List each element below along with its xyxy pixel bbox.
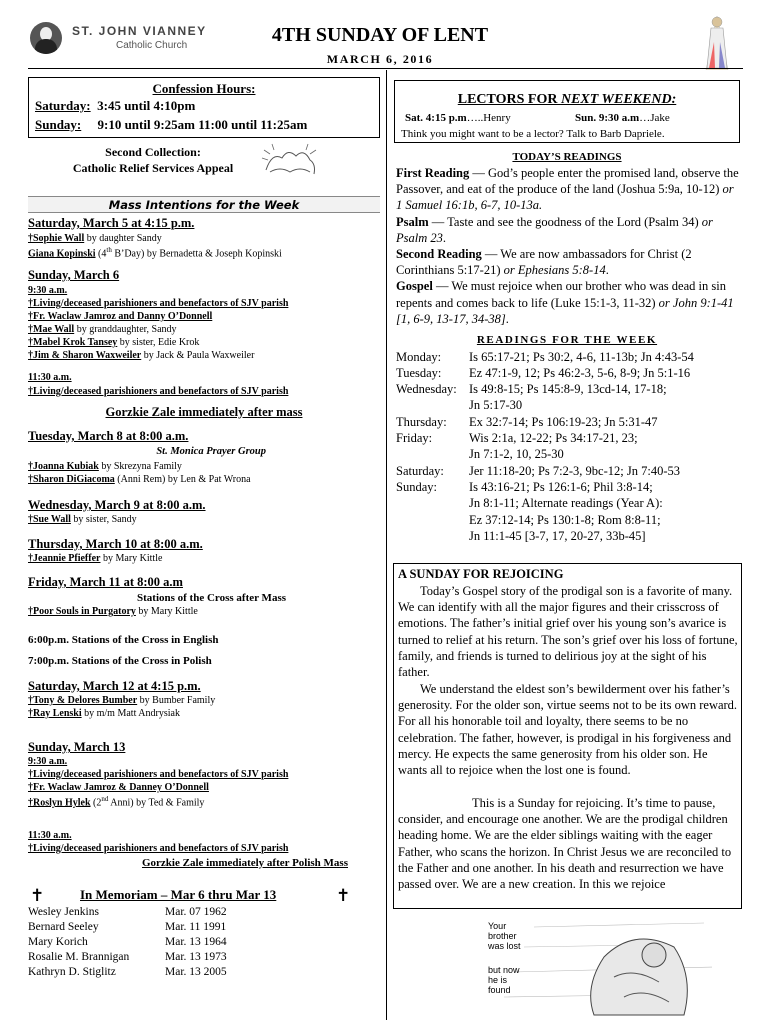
rejoicing-box (393, 563, 742, 909)
svg-text:found: found (488, 985, 511, 995)
divine-mercy-icon (697, 12, 737, 70)
mass-time: 9:30 a.m. (28, 285, 68, 296)
week-reading-row: Thursday: Ex 32:7-14; Ps 106:19-23; Jn 5:31-47 (396, 415, 658, 429)
intention-entry: †Sophie Wall by daughter Sandy (28, 233, 162, 244)
intention-entry: †Living/deceased parishioners and benefactors of SJV parish (28, 298, 289, 309)
memoriam-row: Rosalie M. Brannigan Mar. 13 1973 (28, 951, 227, 963)
intention-entry: Giana Kopinski (4th B’Day) by Bernadetta & Joseph Kopinski (28, 246, 282, 260)
week-reading-row: Wednesday: Is 49:8-15; Ps 145:8-9, 13cd-14, 17-18; (396, 382, 667, 396)
intention-entry: †Tony & Delores Bumber by Bumber Family (28, 695, 216, 706)
intention-entry: †Living/deceased parishioners and benefactors of SJV parish (28, 843, 289, 854)
intention-entry: †Living/deceased parishioners and benefactors of SJV parish (28, 769, 289, 780)
intention-entry: †Fr. Waclaw Jamroz and Danny O’Donnell (28, 311, 213, 322)
week-reading-cont: Jn 7:1-2, 10, 25-30 (469, 447, 564, 461)
rejoicing-heading: A SUNDAY FOR REJOICING (398, 567, 564, 581)
lector-sunday: Sun. 9:30 a.m…Jake (575, 112, 670, 124)
intention-entry: †Jim & Sharon Waxweiler by Jack & Paula Waxweiler (28, 350, 255, 361)
confession-box (28, 77, 380, 138)
first-reading: First Reading — God’s people enter the promised land, observe the Passover, and eat of the produce of the land (Joshua 5:9a, 10-12) or 1 Samuel 16:1b, 6-7, 10-13a. (396, 166, 739, 213)
org-subtitle: Catholic Church (116, 40, 188, 51)
lector-invite: Think you might want to be a lector? Talk to Barb Dapriele. (401, 128, 665, 140)
intention-day-heading: Sunday, March 6 (28, 268, 120, 282)
stations-note: Stations of the Cross after Mass (137, 592, 286, 604)
memoriam-row: Wesley Jenkins Mar. 07 1962 (28, 906, 227, 918)
svg-text:Your: Your (488, 921, 507, 931)
week-reading-row: Tuesday: Ez 47:1-9, 12; Ps 46:2-3, 5-6, 8-9; Jn 5:1-16 (396, 366, 691, 380)
stations-english: 6:00p.m. Stations of the Cross in English (28, 634, 219, 646)
mass-intentions-heading: Mass Intentions for the Week (28, 196, 380, 213)
header-divider (28, 68, 743, 69)
memoriam-heading: ✝ In Memoriam – Mar 6 thru Mar 13 ✝ (30, 886, 351, 906)
intention-day-heading: Friday, March 11 at 8:00 a.m (28, 575, 183, 589)
intention-entry: †Fr. Waclaw Jamroz & Danney O’Donnell (28, 782, 209, 793)
cross-icon: ✝ (336, 886, 351, 906)
gorzkie-zale-note: Gorzkie Zale immediately after mass (105, 405, 303, 419)
todays-readings (396, 165, 740, 327)
lectors-heading: LECTORS FOR NEXT WEEKEND: (457, 92, 677, 107)
week-reading-row: Monday: Is 65:17-21; Ps 30:2, 4-6, 11-13b; Jn 4:43-54 (396, 350, 694, 364)
org-name: ST. JOHN VIANNEY (72, 24, 207, 38)
prodigal-son-illustration (484, 917, 712, 1017)
page-title: 4TH SUNDAY OF LENT (271, 24, 489, 46)
week-reading-row: Friday: Wis 2:1a, 12-22; Ps 34:17-21, 23; (396, 431, 638, 445)
svg-text:he is: he is (488, 975, 508, 985)
lector-saturday: Sat. 4:15 p.m…..Henry (405, 112, 511, 124)
memoriam-row: Kathryn D. Stiglitz Mar. 13 2005 (28, 966, 227, 978)
confession-sunday: Sunday: 9:10 until 9:25am 11:00 until 11:25am (35, 117, 308, 132)
intention-entry: †Mae Wall by granddaughter, Sandy (28, 324, 177, 335)
lectors-box (394, 80, 740, 143)
stations-polish: 7:00p.m. Stations of the Cross in Polish (28, 655, 212, 667)
intention-day-heading: Sunday, March 13 (28, 740, 126, 754)
intention-entry: †Ray Lenski by m/m Matt Andrysiak (28, 708, 180, 719)
intention-day-heading: Saturday, March 5 at 4:15 p.m. (28, 216, 195, 230)
intention-day-heading: Thursday, March 10 at 8:00 a.m. (28, 537, 203, 551)
parish-logo (30, 20, 260, 60)
week-reading-cont: Jn 8:1-11; Alternate readings (Year A): (469, 496, 663, 510)
cross-icon: ✝ (30, 886, 45, 906)
gospel-reading: Gospel — We must rejoice when our brother who was dead in sin repents and comes back to life (Luke 15:1-3, 11-32) or John 9:1-41 [1, 6-9, 13-17, 34-38]. (396, 279, 734, 326)
intention-entry: †Living/deceased parishioners and benefactors of SJV parish (28, 386, 289, 397)
intention-day-heading: Wednesday, March 9 at 8:00 a.m. (28, 498, 206, 512)
gorzkie-zale-polish-note: Gorzkie Zale immediately after Polish Mass (141, 857, 348, 869)
rejoicing-paragraph: Today’s Gospel story of the prodigal son is a favorite of many. We can identify with all the major figures and their crisscross of emotions. The father’s initial grief over his young son’s avarice is turned to relief at his return. The son’s grief over his loss of fortune, family, and friends is turned to delirious joy at the sight of his father. (398, 584, 738, 680)
todays-readings-heading: TODAY’S READINGS (512, 151, 622, 163)
intention-day-heading: Saturday, March 12 at 4:15 p.m. (28, 679, 201, 693)
memoriam-row: Mary Korich Mar. 13 1964 (28, 936, 227, 948)
confession-saturday: Saturday: 3:45 until 4:10pm (35, 98, 196, 113)
svg-text:but now: but now (488, 965, 520, 975)
intention-entry: †Sue Wall by sister, Sandy (28, 514, 137, 525)
intention-day-heading: Tuesday, March 8 at 8:00 a.m. (28, 429, 189, 443)
week-reading-row: Sunday: Is 43:16-21; Ps 126:1-6; Phil 3:8-14; (396, 480, 653, 494)
column-divider (386, 70, 387, 1020)
intention-entry: †Jeannie Pfieffer by Mary Kittle (28, 553, 163, 564)
prayer-group-label: St. Monica Prayer Group (156, 446, 266, 457)
psalm-reading: Psalm — Taste and see the goodness of the Lord (Psalm 34) or Psalm 23. (396, 214, 713, 245)
rejoicing-paragraph: We understand the eldest son’s bewilderment over his father’s generosity. For the older son, virtue seems not to be its own reward. For all his honorable toil and loyalty, there seems to be no celebration. The father, however, is prodigal in his forgiveness and mercy. He expects the same generosity from his older son. He wants all to rejoice when the lost one is found. (398, 682, 738, 778)
intention-entry: †Mabel Krok Tansey by sister, Edie Krok (28, 337, 200, 348)
hands-icon (258, 140, 322, 180)
intention-entry: †Poor Souls in Purgatory by Mary Kittle (28, 606, 198, 617)
confession-heading: Confession Hours: (152, 81, 256, 96)
svg-text:was lost: was lost (488, 941, 521, 951)
week-readings-heading: READINGS FOR THE WEEK (476, 334, 658, 346)
mass-time: 11:30 a.m. (28, 372, 72, 383)
week-reading-row: Saturday: Jer 11:18-20; Ps 7:2-3, 9bc-12; Jn 7:40-53 (396, 464, 680, 478)
week-reading-cont: Jn 5:17-30 (469, 398, 523, 412)
second-reading: Second Reading — We are now ambassadors for Christ (2 Corinthians 5:17-21) or Ephesians 5:8-14. (396, 247, 692, 278)
svg-text:brother: brother (488, 931, 517, 941)
mass-time: 9:30 a.m. (28, 756, 68, 767)
week-reading-cont: Jn 11:1-45 [3-7, 17, 20-27, 33b-45] (469, 529, 646, 543)
mass-time: 11:30 a.m. (28, 830, 72, 841)
intention-entry: †Joanna Kubiak by Skrezyna Family (28, 461, 182, 472)
saint-portrait-icon (30, 22, 62, 54)
intention-entry: †Roslyn Hylek (2nd Anni) by Ted & Family (28, 795, 205, 809)
intention-entry: †Sharon DiGiacoma (Anni Rem) by Len & Pat Wrona (28, 474, 251, 485)
week-reading-cont: Ez 37:12-14; Ps 130:1-8; Rom 8:8-11; (469, 513, 661, 527)
memoriam-row: Bernard Seeley Mar. 11 1991 (28, 921, 227, 933)
page-date: MARCH 6, 2016 (326, 52, 434, 66)
second-collection: Second Collection: Catholic Relief Services Appeal (72, 145, 234, 175)
rejoicing-paragraph: This is a Sunday for rejoicing. It’s time to pause, consider, and encourage one another. We are the prodigal children heading home. We are the elder siblings waiting with the eager Father, who scans the horizon. In Christ Jesus we are reconciled to the Father and one another. In his death and resurrection we have passed over. We are a new creation. In this we rejoice (398, 796, 732, 892)
